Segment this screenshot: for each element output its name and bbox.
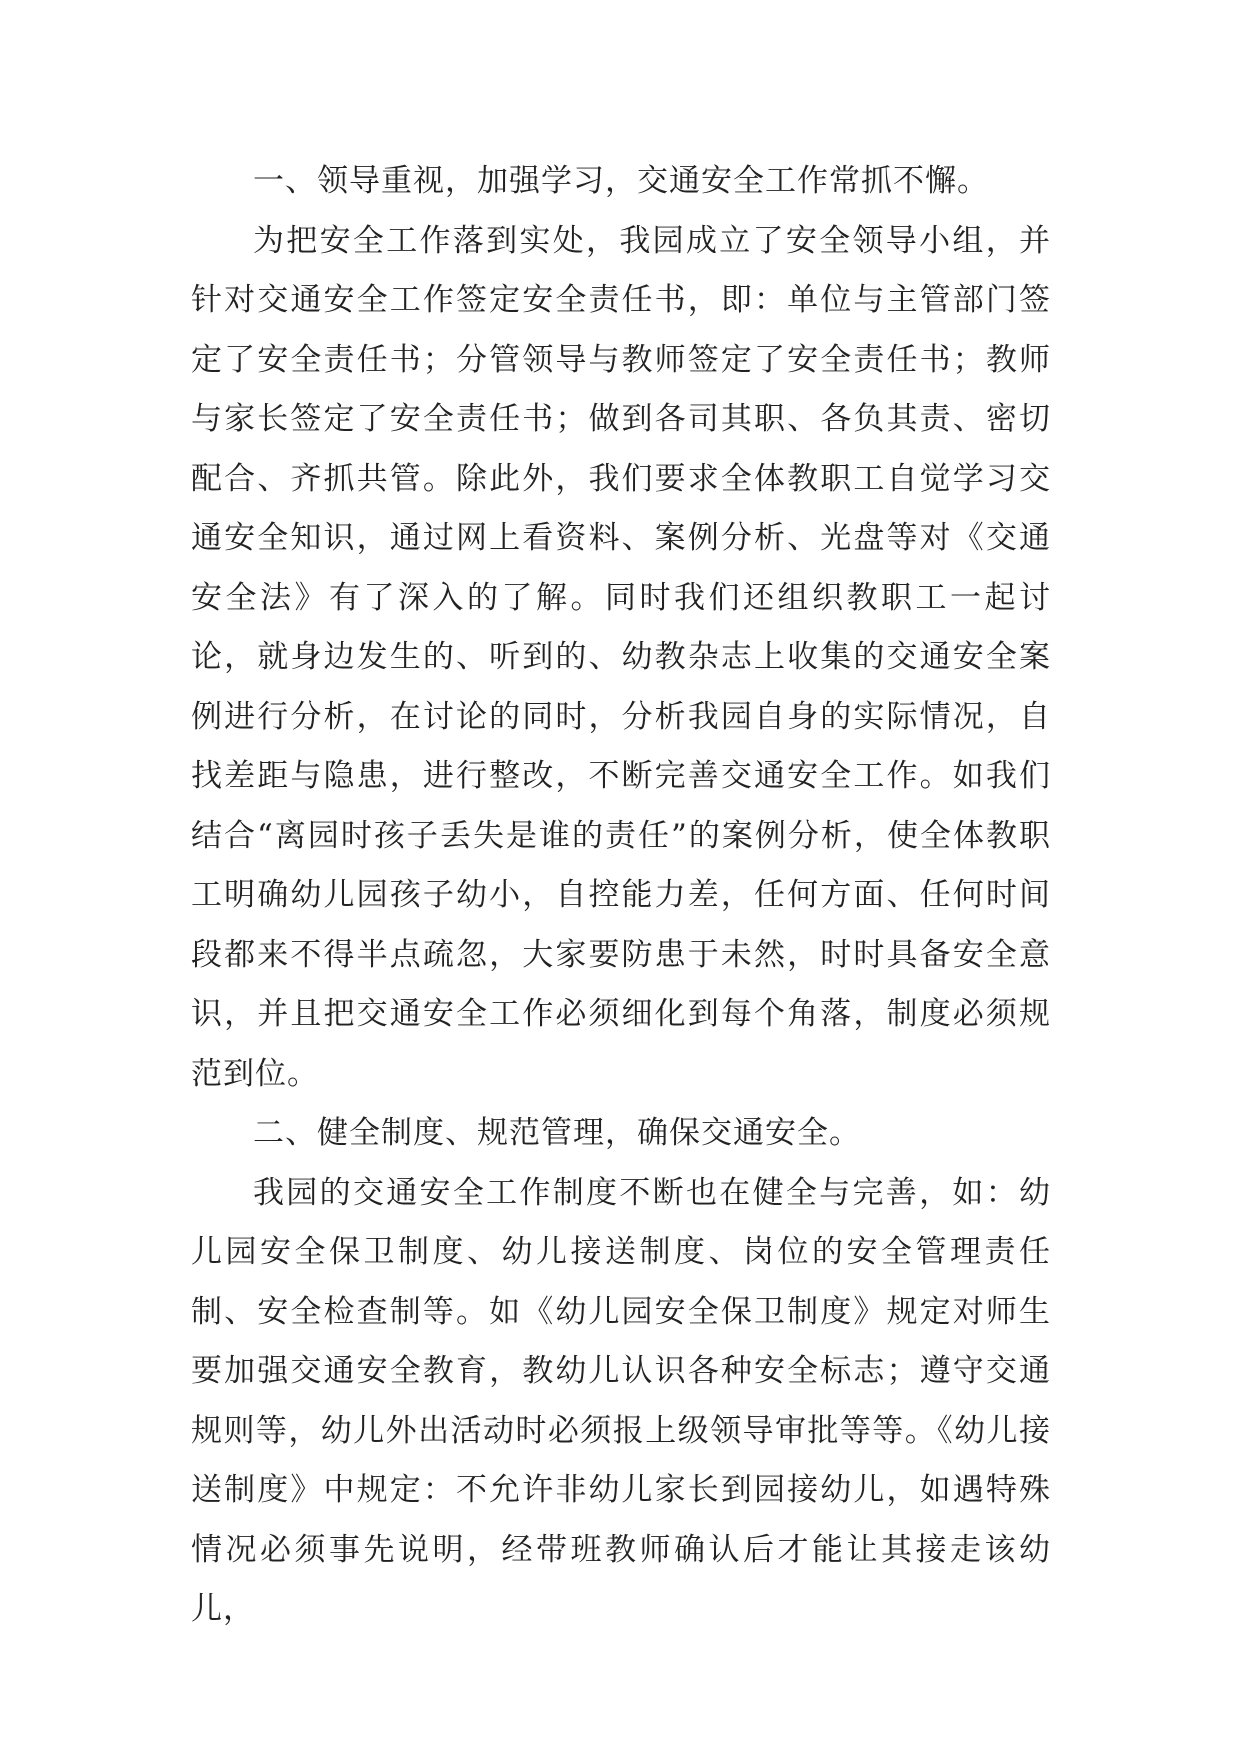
document-body — [191, 152, 1051, 1640]
body-paragraph-1: 为把安全工作落到实处，我园成立了安全领导小组，并针对交通安全工作签定安全责任书，即：单位与主管部门签定了安全责任书；分管领导与教师签定了安全责任书；教师与家长签定了安全责任书；做到各司其职、各负其责、密切配合、齐抓共管。除此外，我们要求全体教职工自觉学习交通安全知识，通过网上看资料、案例分析、光盘等对《交通安全法》有了深入的了解。同时我们还组织教职工一起讨论，就身边发生的、听到的、幼教杂志上收集的交通安全案例进行分析，在讨论的同时，分析我园自身的实际情况，自找差距与隐患，进行整改，不断完善交通安全工作。如我们结合“离园时孩子丢失是谁的责任”的案例分析，使全体教职工明确幼儿园孩子幼小，自控能力差，任何方面、任何时间段都来不得半点疏忽，大家要防患于未然，时时具备安全意识，并且把交通安全工作必须细化到每个角落，制度必须规范到位。 — [191, 222, 1051, 1092]
body-paragraph-2: 我园的交通安全工作制度不断也在健全与完善，如：幼儿园安全保卫制度、幼儿接送制度、岗位的安全管理责任制、安全检查制等。如《幼儿园安全保卫制度》规定对师生要加强交通安全教育，教幼儿认识各种安全标志；遵守交通规则等，幼儿外出活动时必须报上级领导审批等等。《幼儿接送制度》中规定：不允许非幼儿家长到园接幼儿，如遇特殊情况必须事先说明，经带班教师确认后才能让其接走该幼儿， — [191, 1174, 1051, 1627]
section-heading-2: 二、健全制度、规范管理，确保交通安全。 — [253, 1115, 861, 1151]
section-heading-1: 一、领导重视，加强学习，交通安全工作常抓不懈。 — [253, 163, 989, 199]
